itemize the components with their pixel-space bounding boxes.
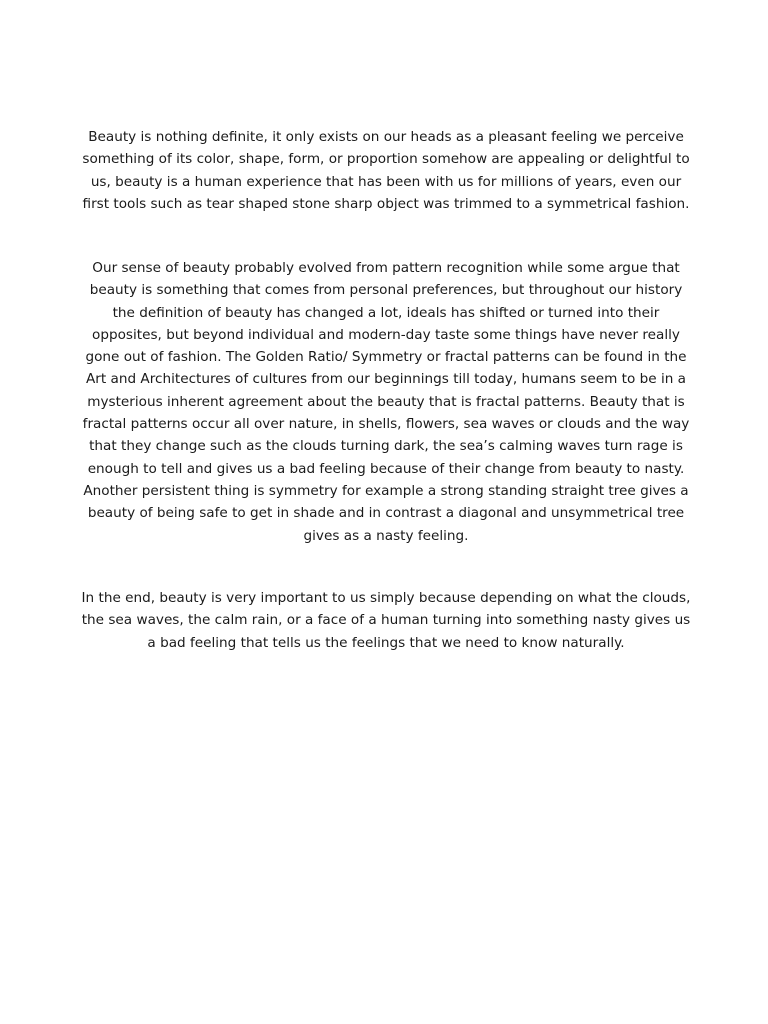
paragraph-intro: Beauty is nothing definite, it only exists on our heads as a pleasant feeling we perceive something of its color, shape, form, or proportion somehow are appealing or delightful to us, beauty is a human experience that has been with us for millions of years, even our first tools such as tear shaped stone sharp object was trimmed to a symmetrical fashion. <box>82 129 690 212</box>
paragraph-body: Our sense of beauty probably evolved from pattern recognition while some argue that beauty is something that comes from personal preferences, but throughout our history the definition of beauty has changed a lot, ideals has shifted or turned into their opposites, but beyond individual and modern-day taste some things have never really gone out of fashion. The Golden Ratio/ Symmetry or fractal patterns can be found in the Art and Architectures of cultures from our beginnings till today, humans seem to be in a mysterious inherent agreement about the beauty that is fractal patterns. Beauty that is fractal patterns occur all over nature, in shells, flowers, sea waves or clouds and the way that they change such as the clouds turning dark, the sea’s calming waves turn rage is enough to tell and gives us a bad feeling because of their change from beauty to nasty. Another persistent thing is symmetry for example a strong standing straight tree gives a beauty of being safe to get in shade and in contrast a diagonal and unsymmetrical tree gives as a nasty feeling. <box>82 260 690 544</box>
paragraph-conclusion: In the end, beauty is very important to us simply because depending on what the clouds, the sea waves, the calm rain, or a face of a human turning into something nasty gives us a bad feeling that tells us the feelings that we need to know naturally. <box>81 590 691 651</box>
